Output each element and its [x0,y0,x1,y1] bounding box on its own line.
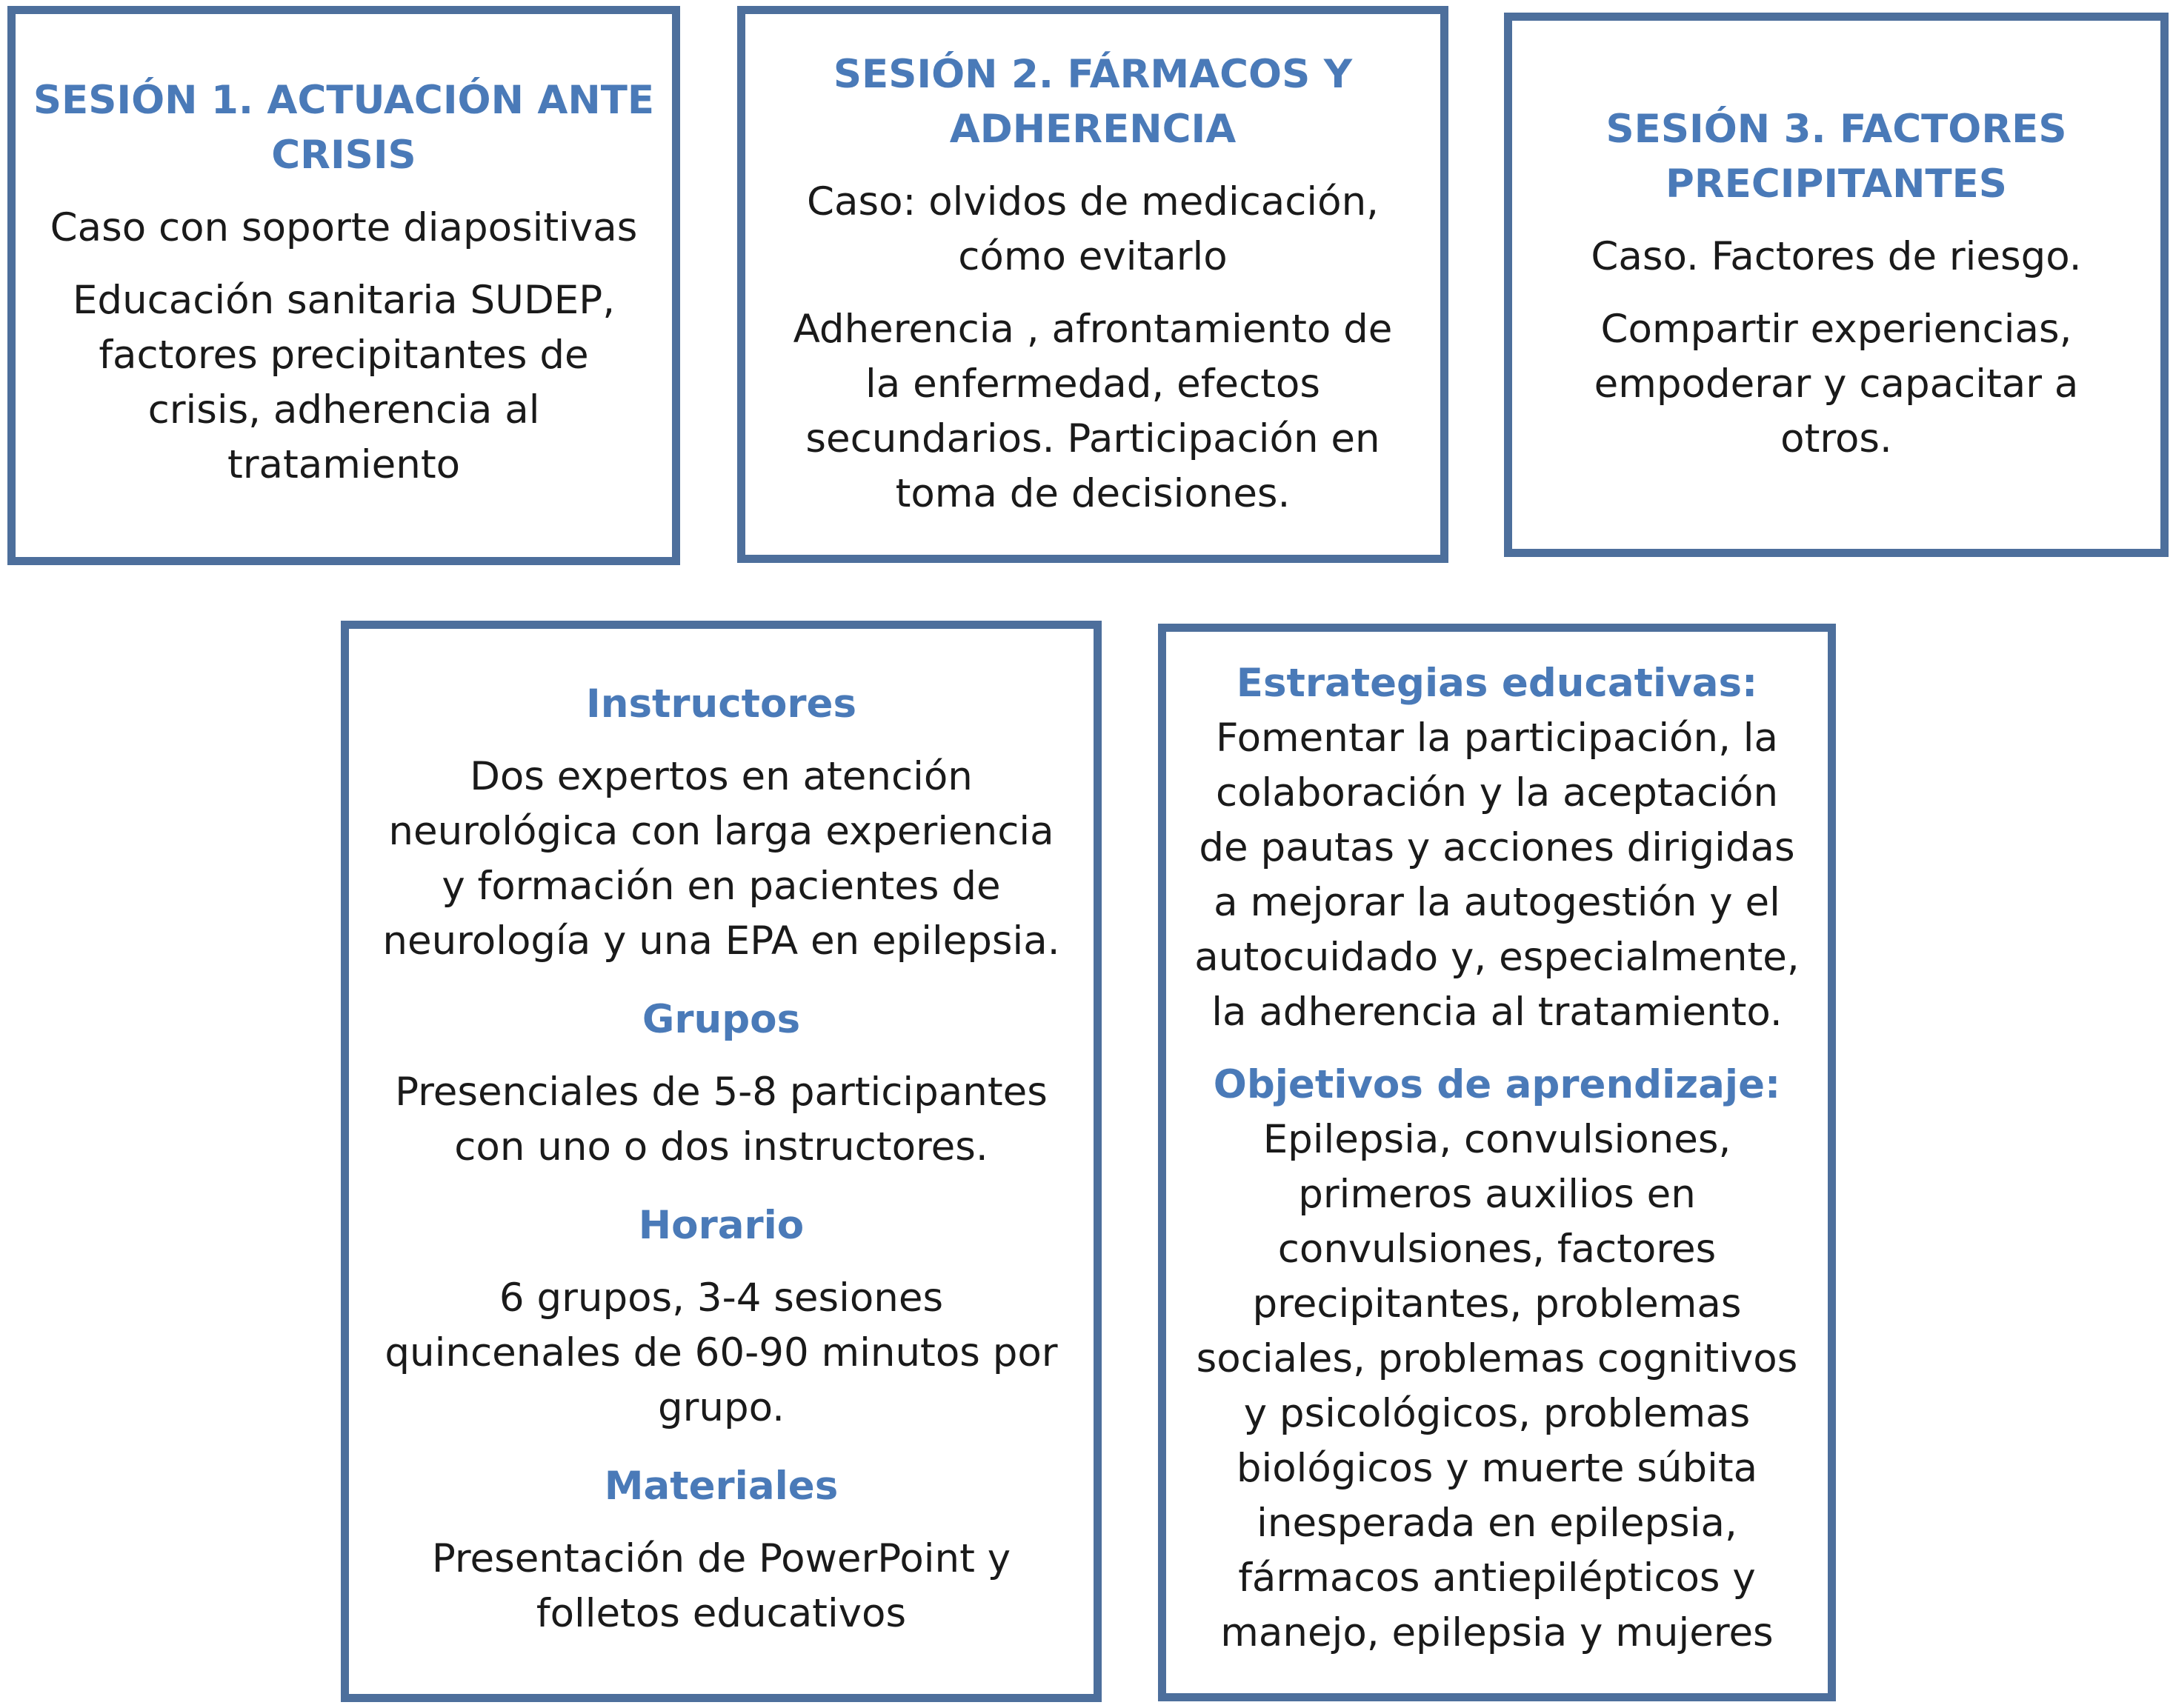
objetivos-heading: Objetivos de aprendizaje: [1213,1062,1781,1107]
session-3-case: Caso. Factores de riesgo. [1591,234,2082,279]
session-2-case: Caso: olvidos de medicación, cómo evitarlo [806,179,1380,279]
session-1-case: Caso con soporte diapositivas [50,205,638,250]
session-2-title: SESIÓN 2. FÁRMACOS Y ADHERENCIA [833,52,1353,152]
grupos-text: Presenciales de 5-8 participantes con uno o dos instructores. [395,1070,1048,1170]
session-3-content: Compartir experiencias, empoderar y capacitar a otros. [1594,307,2079,461]
session-2-content: Adherencia , afrontamiento de la enfermedad, efectos secundarios. Participación en toma de decisiones. [793,307,1393,516]
session-3-box [1504,13,2169,557]
program-info-box [341,621,1102,1702]
session-1-content: Educación sanitaria SUDEP, factores precipitantes de crisis, adherencia al tratamiento [72,278,616,487]
instructores-text: Dos expertos en atención neurológica con larga experiencia y formación en pacientes de neurología y una EPA en epilepsia. [382,754,1060,964]
estrategias-text: Fomentar la participación, la colaboración y la aceptación de pautas y acciones dirigidas a mejorar la autogestión y el autocuidado y, especialmente, la adherencia al tratamiento. [1194,715,1800,1035]
session-1-title: SESIÓN 1. ACTUACIÓN ANTE CRISIS [33,78,655,178]
instructores-heading: Instructores [586,681,856,727]
horario-heading: Horario [638,1203,805,1248]
horario-text: 6 grupos, 3-4 sesiones quincenales de 60-90 minutos por grupo. [385,1275,1058,1430]
grupos-heading: Grupos [642,997,801,1042]
education-box [1158,624,1836,1701]
session-3-title: SESIÓN 3. FACTORES PRECIPITANTES [1605,107,2067,207]
estrategias-heading: Estrategias educativas: [1236,661,1758,706]
session-1-box [7,6,680,565]
objetivos-text: Epilepsia, convulsiones, primeros auxilios en convulsiones, factores precipitantes, problemas sociales, problemas cognitivos y psicológicos, problemas biológicos y muerte súbita inesperada en epilepsia, fármacos antiepilépticos y manejo, epilepsia y mujeres [1196,1117,1798,1655]
session-2-box [737,6,1448,563]
materiales-heading: Materiales [604,1464,839,1509]
materiales-text: Presentación de PowerPoint y folletos educativos [431,1536,1011,1636]
